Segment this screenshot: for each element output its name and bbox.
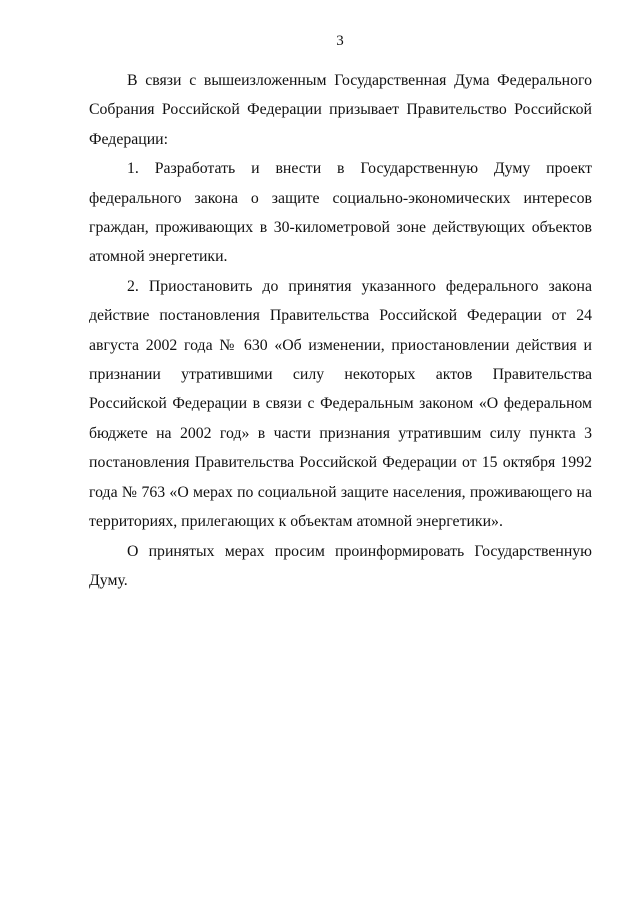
intro-paragraph: В связи с вышеизложенным Государственная Дума Федерального Собрания Российской Федерации призывает Правительство Российской Федерации: xyxy=(89,72,592,148)
item-1-paragraph: 1. Разработать и внести в Государственную Думу проект федерального закона о защите социально-экономических интересов граждан, проживающих в 30-километровой зоне действующих объектов атомной энергетики. xyxy=(89,160,592,266)
item-2-paragraph: 2. Приостановить до принятия указанного федерального закона действие постановления Правительства Российской Федерации от 24 августа 2002 года № 630 «Об изменении, приостановлении действия и признании утратившими силу некоторых актов Правительства Российской Федерации в связи с Федеральным законом «О федеральном бюджете на 2002 год» в части признания утратившим силу пункта 3 постановления Правительства Российской Федерации от 15 октября 1992 года № 763 «О мерах по социальной защите населения, проживающего на территориях, прилегающих к объектам атомной энергетики». xyxy=(89,277,592,531)
document-body xyxy=(89,66,592,595)
closing-paragraph: О принятых мерах просим проинформировать Государственную Думу. xyxy=(89,542,592,589)
page-number: 3 xyxy=(336,33,344,49)
